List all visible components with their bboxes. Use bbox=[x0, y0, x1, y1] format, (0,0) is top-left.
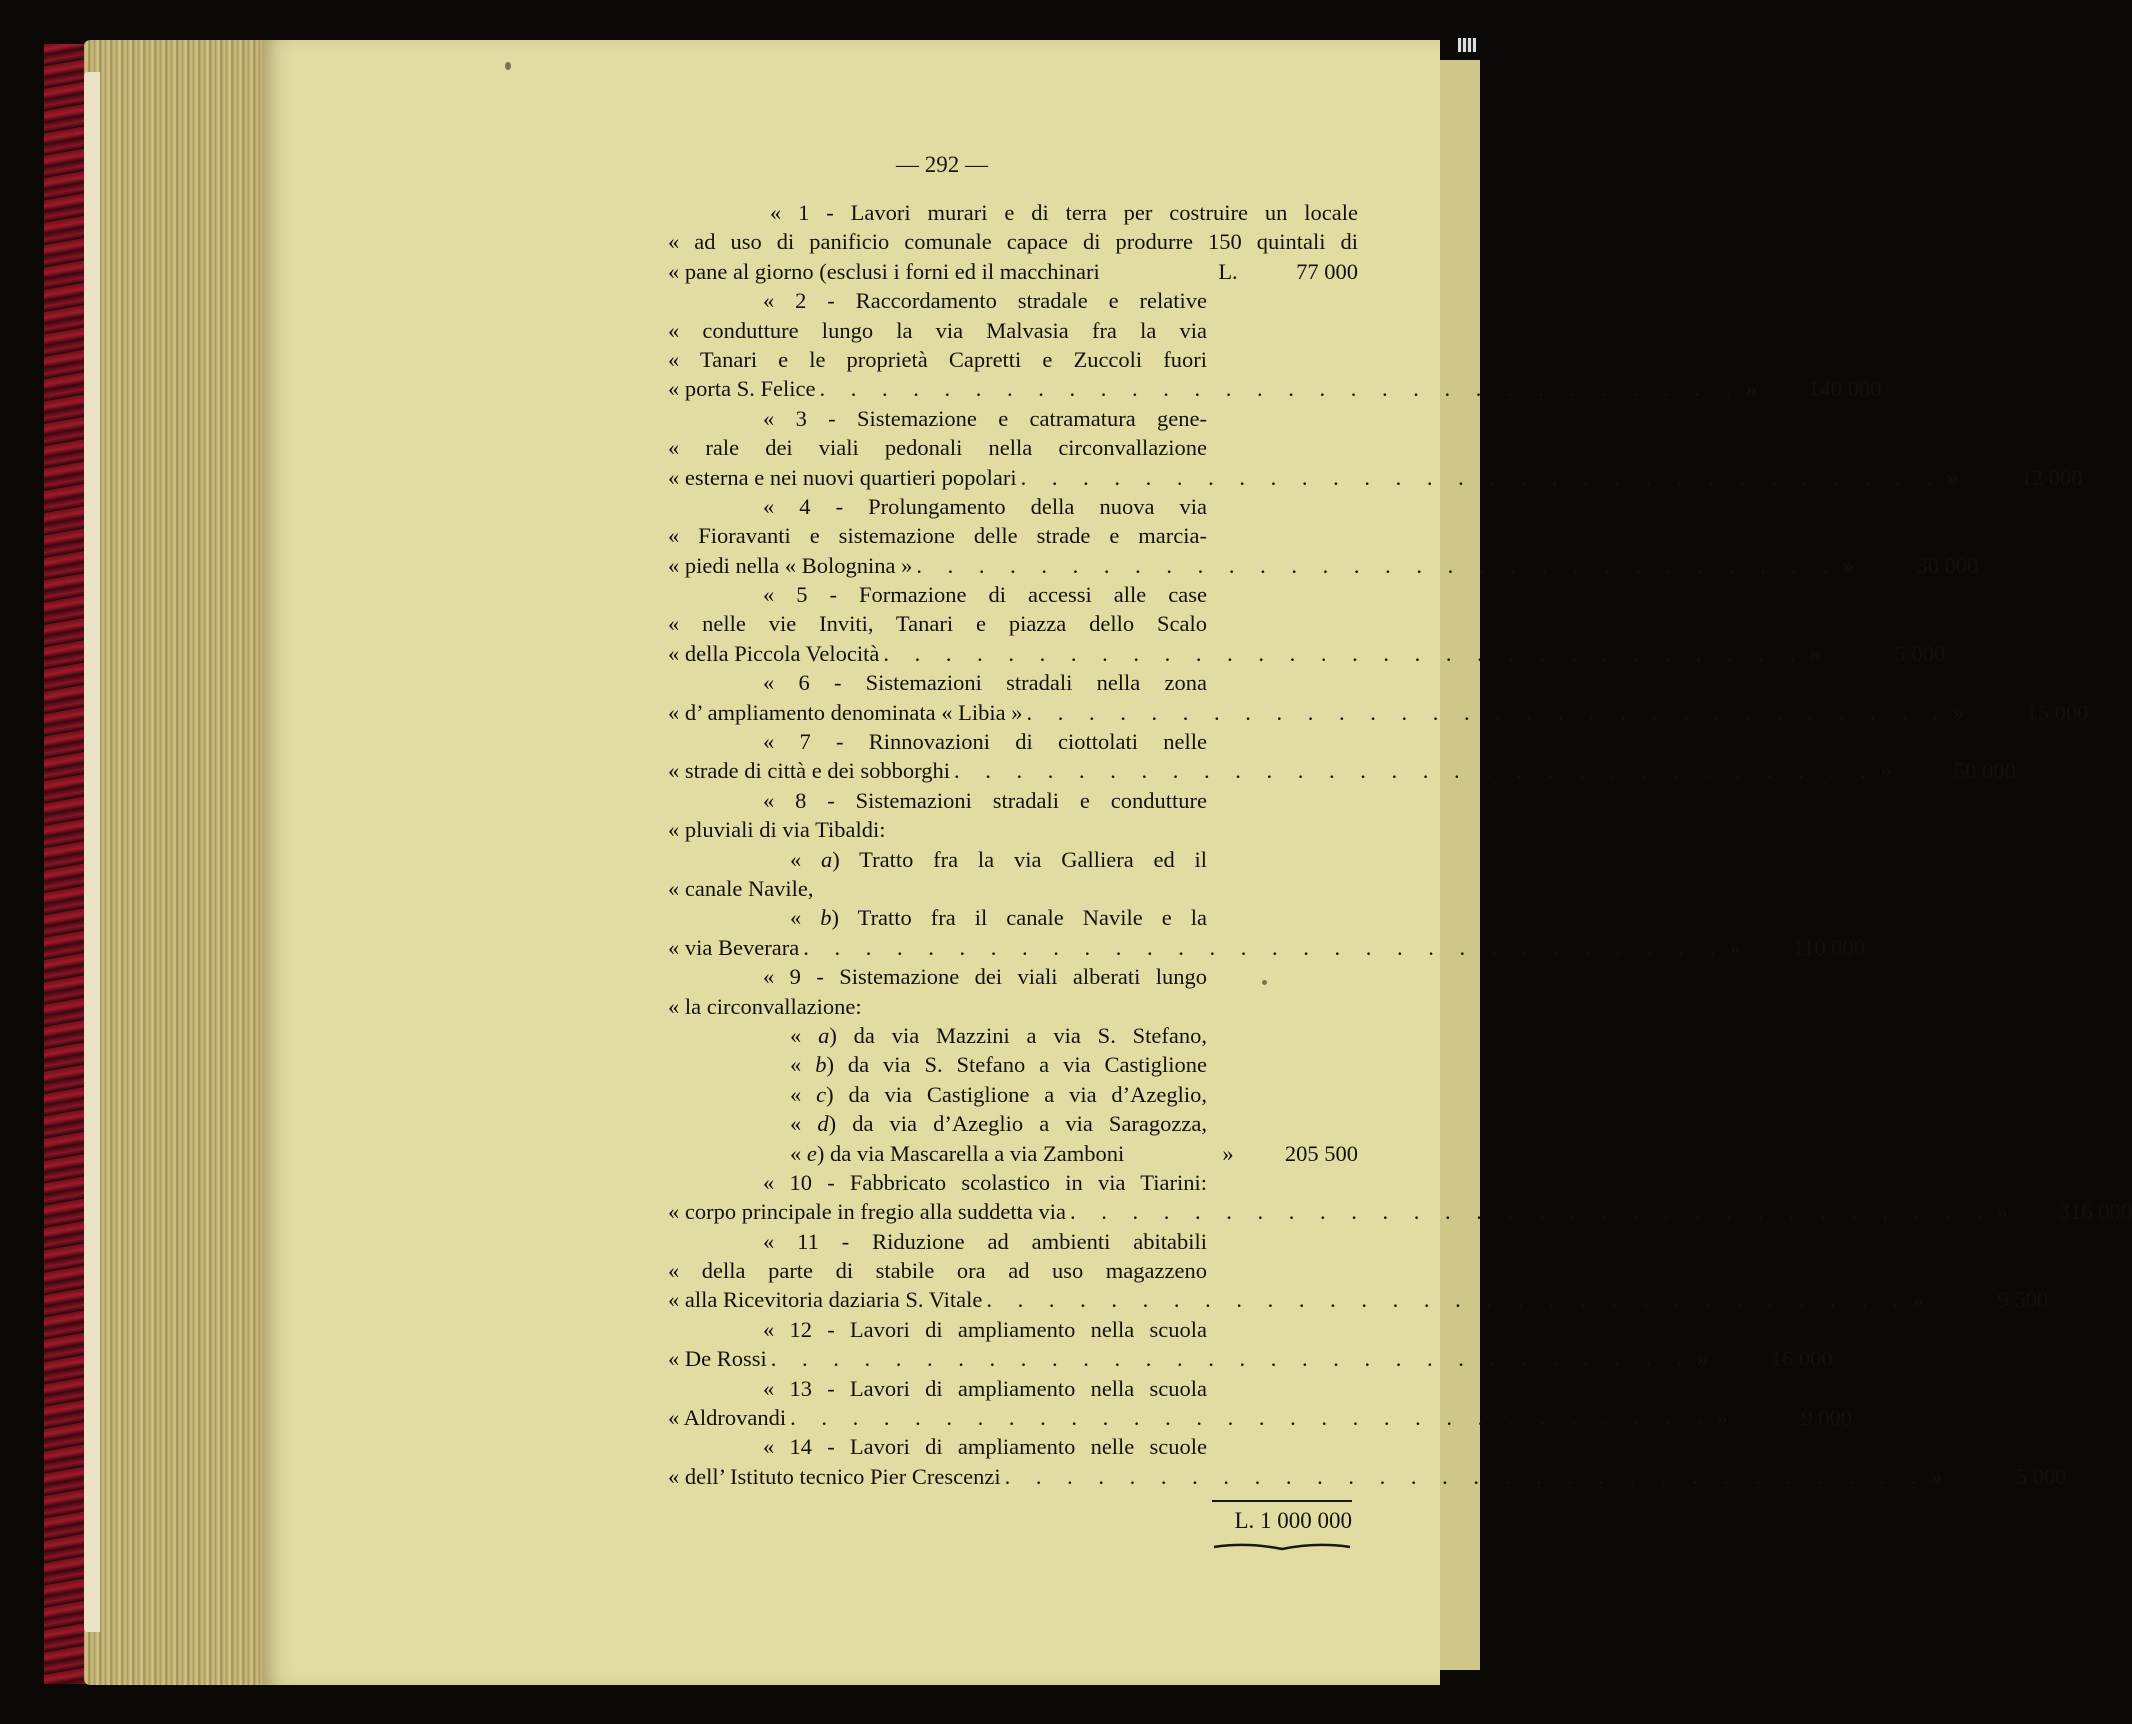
list-line bbox=[668, 788, 1358, 817]
sub-item-letter: b bbox=[820, 905, 832, 931]
ditto-mark: » bbox=[1952, 699, 1964, 725]
line-text: « a) da via Mazzini a via S. Stefano, bbox=[790, 1022, 1208, 1048]
dot-leader: . . . . . . . . . . . . . . . . . . . . . . . . . . . . . . bbox=[916, 552, 1839, 578]
line-text: « b) Tratto fra il canale Navile e la bbox=[790, 905, 1207, 931]
list-line bbox=[668, 817, 1358, 846]
list-line bbox=[668, 552, 1979, 582]
list-line bbox=[668, 934, 1866, 964]
list-line bbox=[668, 1317, 1358, 1346]
list-line bbox=[668, 964, 1358, 993]
scan-ruler-mark bbox=[1458, 38, 1476, 52]
line-text: « la circonvallazione: bbox=[668, 993, 862, 1019]
list-line bbox=[668, 1170, 1358, 1199]
list-line bbox=[668, 640, 1946, 670]
line-text: « 4 - Prolungamento della nuova via bbox=[763, 493, 1207, 519]
list-line bbox=[668, 729, 1358, 758]
grand-total: L. 1 000 000 bbox=[1234, 1508, 1352, 1533]
list-line bbox=[668, 1258, 1358, 1287]
amount-value: 16 000 bbox=[1770, 1346, 1833, 1372]
line-text: « 7 - Rinnovazioni di ciottolati nelle bbox=[763, 729, 1207, 755]
ditto-mark: » bbox=[1912, 1287, 1924, 1313]
line-text: « condutture lungo la via Malvasia fra la via bbox=[668, 317, 1207, 343]
amount-value: 316 000 bbox=[2058, 1199, 2132, 1225]
line-text: « piedi nella « Bolognina » bbox=[668, 552, 913, 578]
line-text: « ad uso di panificio comunale capace di produrre 150 quintali di bbox=[668, 229, 1358, 255]
ink-speck bbox=[505, 62, 511, 70]
dot-leader: . . . . . . . . . . . . . . . . . . . . . . . . . . . . . . bbox=[954, 758, 1876, 784]
amount-value: 15 000 bbox=[2026, 699, 2089, 725]
line-text: « della parte di stabile ora ad uso magazzeno bbox=[668, 1258, 1207, 1284]
sub-item-letter: e bbox=[806, 1140, 817, 1166]
list-line bbox=[668, 200, 1358, 229]
list-line bbox=[668, 259, 1358, 288]
amount-value: 50 000 bbox=[1954, 758, 2016, 784]
list-line bbox=[668, 876, 1358, 905]
list-line bbox=[668, 1463, 2067, 1493]
ditto-mark: » bbox=[1716, 1405, 1728, 1431]
list-line bbox=[668, 494, 1358, 523]
amount-value: 5 000 bbox=[1894, 640, 1946, 666]
list-line bbox=[668, 464, 2083, 494]
list-line bbox=[668, 1434, 1358, 1463]
amount-value: 77 000 bbox=[1296, 258, 1358, 284]
line-text: « 10 - Fabbricato scolastico in via Tiarini: bbox=[763, 1169, 1207, 1195]
dot-leader: . . . . . . . . . . . . . . . . . . . . . . . . . . . . . . bbox=[986, 1287, 1909, 1313]
list-line bbox=[668, 288, 1358, 317]
amount-value: 30 000 bbox=[1916, 552, 1979, 578]
line-text: « 13 - Lavori di ampliamento nella scuola bbox=[763, 1375, 1207, 1401]
line-text: « 2 - Raccordamento stradale e relative bbox=[763, 288, 1207, 314]
page-edges bbox=[84, 40, 264, 1685]
dot-leader: . . . . . . . . . . . . . . . . . . . . . . . . . . . . . . bbox=[819, 376, 1742, 402]
list-line bbox=[668, 1023, 1358, 1052]
expense-list bbox=[668, 200, 2132, 1493]
amount-value: 12 000 bbox=[2020, 464, 2083, 490]
amount-value: 110 000 bbox=[1792, 934, 1866, 960]
line-text: « 8 - Sistemazioni stradali e condutture bbox=[763, 787, 1207, 813]
list-line bbox=[668, 699, 2089, 729]
total-rule bbox=[1212, 1500, 1352, 1502]
dot-leader: . . . . . . . . . . . . . . . . . . . . . . . . . . . . . . bbox=[770, 1346, 1693, 1372]
line-text: « nelle vie Inviti, Tanari e piazza dello Scalo bbox=[668, 611, 1207, 637]
list-line bbox=[668, 1052, 1358, 1081]
line-text: « Fioravanti e sistemazione delle strade e marcia- bbox=[668, 523, 1207, 549]
line-text: « d’ ampliamento denominata « Libia » bbox=[668, 699, 1023, 725]
list-line bbox=[668, 670, 1358, 699]
line-text: « della Piccola Velocità bbox=[668, 640, 880, 666]
ditto-mark: » bbox=[1729, 934, 1741, 960]
amount-value: 5 000 bbox=[2015, 1463, 2067, 1489]
list-line bbox=[668, 406, 1358, 435]
dot-leader: . . . . . . . . . . . . . . . . . . . . . . . . . . . . . . bbox=[1069, 1199, 1992, 1225]
line-text: « canale Navile, bbox=[668, 875, 814, 901]
line-text: « rale dei viali pedonali nella circonvallazione bbox=[668, 435, 1207, 461]
amount-value: 9 500 bbox=[1997, 1287, 2049, 1313]
line-text: « 9 - Sistemazione dei viali alberati lungo bbox=[763, 964, 1207, 990]
ditto-mark: » bbox=[1697, 1346, 1709, 1372]
line-text: « 14 - Lavori di ampliamento nelle scuole bbox=[763, 1434, 1207, 1460]
line-text: « 12 - Lavori di ampliamento nella scuola bbox=[763, 1316, 1207, 1342]
list-line bbox=[668, 1376, 1358, 1405]
ditto-mark: » bbox=[1842, 552, 1854, 578]
sub-item-letter: a bbox=[818, 1022, 830, 1048]
page-edge-highlight bbox=[84, 72, 100, 1632]
sub-item-letter: a bbox=[821, 846, 833, 872]
dot-leader: . . . . . . . . . . . . . . . . . . . . . . . . . . . . . . bbox=[803, 934, 1726, 960]
dot-leader: . . . . . . . . . . . . . . . . . . . . . . . . . . . . . . bbox=[790, 1405, 1712, 1431]
sub-item-letter: d bbox=[817, 1111, 829, 1137]
list-line bbox=[668, 1199, 2132, 1228]
sub-item-letter: c bbox=[816, 1081, 827, 1107]
list-line bbox=[668, 1082, 1358, 1111]
line-text: « 5 - Formazione di accessi alle case bbox=[763, 582, 1207, 608]
list-line bbox=[668, 905, 1358, 934]
list-line bbox=[668, 758, 2016, 787]
ditto-mark: » bbox=[1996, 1199, 2008, 1225]
flourish-ornament bbox=[1212, 1540, 1352, 1554]
amount-value: 140 000 bbox=[1808, 376, 1882, 402]
line-text: « esterna e nei nuovi quartieri popolari bbox=[668, 464, 1017, 490]
list-line bbox=[668, 318, 1358, 347]
list-line bbox=[668, 847, 1358, 876]
list-line bbox=[668, 435, 1358, 464]
dot-leader: . . . . . . . . . . . . . . . . . . . . . . . . . . . . . . bbox=[883, 640, 1806, 666]
line-text: « a) Tratto fra la via Galliera ed il bbox=[790, 846, 1207, 872]
line-text: « Aldrovandi bbox=[668, 1405, 787, 1431]
line-text: « strade di città e dei sobborghi bbox=[668, 758, 951, 784]
ditto-mark: » bbox=[1946, 464, 1959, 490]
amount-value: 9 000 bbox=[1801, 1405, 1852, 1431]
line-text: « 1 - Lavori murari e di terra per costruire un locale bbox=[770, 200, 1358, 225]
list-line bbox=[668, 1405, 1852, 1434]
line-text: « Tanari e le proprietà Capretti e Zuccoli fuori bbox=[668, 346, 1207, 372]
sub-item-letter: b bbox=[815, 1052, 827, 1078]
ditto-mark: » bbox=[1745, 376, 1757, 402]
page-number: — 292 — bbox=[896, 152, 988, 177]
list-line bbox=[668, 1229, 1358, 1258]
list-line bbox=[668, 1346, 1833, 1375]
ditto-mark: L. bbox=[1218, 258, 1238, 284]
dot-leader: . . . . . . . . . . . . . . . . . . . . . . . . . . . . . . bbox=[1004, 1463, 1927, 1489]
line-text: « pluviali di via Tibaldi: bbox=[668, 817, 886, 843]
list-line bbox=[668, 523, 1358, 552]
dot-leader: . . . . . . . . . . . . . . . . . . . . . . . . . . . . . . bbox=[1026, 699, 1949, 725]
list-line bbox=[668, 347, 1358, 376]
amount-value: 205 500 bbox=[1284, 1140, 1358, 1166]
list-line bbox=[668, 1287, 2049, 1316]
list-line bbox=[668, 229, 1358, 258]
list-line bbox=[668, 582, 1358, 611]
list-line bbox=[668, 1141, 1358, 1170]
line-text: « e) da via Mascarella a via Zamboni bbox=[790, 1140, 1125, 1166]
dot-leader: . . . . . . . . . . . . . . . . . . . . . . . . . . . . . . bbox=[1020, 464, 1943, 490]
line-text: « 11 - Riduzione ad ambienti abitabili bbox=[763, 1228, 1207, 1254]
list-line bbox=[668, 611, 1358, 640]
line-text: « alla Ricevitoria daziaria S. Vitale bbox=[668, 1287, 983, 1313]
ink-speck bbox=[1262, 980, 1267, 985]
ditto-mark: » bbox=[1222, 1140, 1234, 1166]
list-line bbox=[668, 1111, 1358, 1140]
line-text: « dell’ Istituto tecnico Pier Crescenzi bbox=[668, 1463, 1001, 1489]
line-text: « 3 - Sistemazione e catramatura gene- bbox=[763, 405, 1207, 431]
list-line bbox=[668, 994, 1358, 1023]
line-text: « corpo principale in fregio alla suddetta via bbox=[668, 1199, 1066, 1225]
line-text: « via Beverara bbox=[668, 934, 800, 960]
line-text: « De Rossi bbox=[668, 1346, 767, 1372]
line-text: « 6 - Sistemazioni stradali nella zona bbox=[763, 670, 1207, 696]
line-text: « c) da via Castiglione a via d’Azeglio, bbox=[790, 1081, 1208, 1107]
line-text: « porta S. Felice bbox=[668, 376, 816, 402]
line-text: « pane al giorno (esclusi i forni ed il macchinari bbox=[668, 258, 1100, 284]
ditto-mark: » bbox=[1809, 640, 1821, 666]
ditto-mark: » bbox=[1930, 1463, 1943, 1489]
ditto-mark: » bbox=[1880, 758, 1892, 784]
line-text: « d) da via d’Azeglio a via Saragozza, bbox=[790, 1111, 1207, 1137]
line-text: « b) da via S. Stefano a via Castiglione bbox=[790, 1052, 1207, 1078]
list-line bbox=[668, 376, 1882, 405]
